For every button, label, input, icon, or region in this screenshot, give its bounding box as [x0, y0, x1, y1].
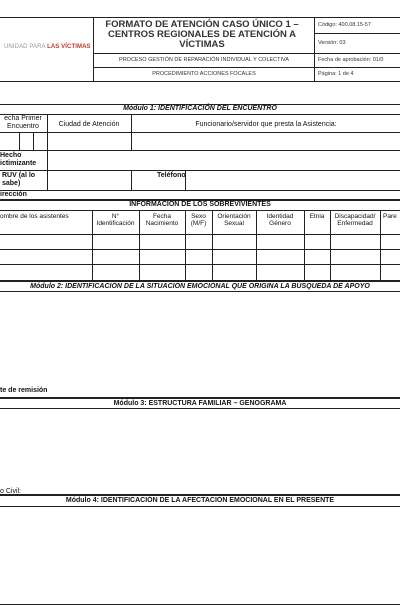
doc-code: Código: 400.08.15-57	[318, 22, 371, 28]
col-identidad: Identidad Género	[266, 213, 294, 227]
col-fecha-nacimiento: Fecha Nacimiento	[145, 213, 179, 227]
col-discapacidad: Discapacidad/ Enfermedad	[334, 213, 376, 227]
funcionario-label: Funcionario/servidor que presta la Asistencia:	[195, 121, 337, 128]
col-orientacion: Orientación Sexual	[217, 213, 251, 227]
col-sexo: Sexo (M/F)	[190, 213, 207, 227]
telefono-label: Teléfono	[157, 172, 186, 179]
doc-version: Versión: 03	[318, 40, 346, 46]
col-nombre: ombre de los asistentes	[0, 213, 69, 220]
direccion-label: irección	[0, 191, 27, 198]
logo-cell	[0, 17, 94, 82]
module4-table	[0, 495, 400, 605]
fecha-primer-label: echa Primer Encuentro	[4, 115, 42, 130]
module3-table	[0, 398, 400, 495]
col-parentesco: Pare	[383, 213, 397, 220]
unidad-victimas-logo: UNIDAD PARA LAS VÍCTIMAS	[4, 44, 91, 50]
ciudad-label: Ciudad de Atención	[58, 121, 120, 128]
module2-table	[0, 281, 400, 398]
remision-label: te de remisión	[0, 387, 48, 394]
estado-civil-label: o Civil:	[0, 488, 22, 495]
module3-title: Módulo 3: ESTRUCTURA FAMILIAR – GENOGRAMA	[113, 400, 287, 407]
procedure-name: PROCEDIMIENTO ACCIONES FOCALES	[152, 71, 256, 77]
document-title: FORMATO DE ATENCIÓN CASO ÚNICO 1 – CENTROS REGIONALES DE ATENCIÓN A VÍCTIMAS	[105, 19, 299, 50]
hecho-label: Hecho ictimizante	[0, 152, 37, 167]
ruv-label: RUV (al lo sabe)	[2, 172, 36, 187]
module2-title: Módulo 2: IDENTIFICACIÓN DE LA SITUACIÓN EMOCIONAL QUE ORIGINA LA BÚSQUEDA DE APOYO	[30, 283, 370, 290]
module4-title: Módulo 4: IDENTIFICACIÓN DE LA AFECTACIÓN EMOCIONAL EN EL PRESENTE	[65, 497, 335, 504]
col-identificacion: N° Identificación	[96, 213, 135, 227]
survivors-title: INFORMACIÓN DE LOS SOBREVIVIENTES	[129, 201, 271, 208]
module1-table	[0, 104, 400, 200]
module1-title: Módulo 1: IDENTIFICACIÓN DEL ENCUENTRO	[123, 105, 277, 112]
process-name: PROCESO GESTIÓN DE REPARACIÓN INDIVIDUAL Y COLECTIVA	[119, 57, 289, 63]
col-etnia: Etnia	[309, 213, 325, 220]
approval-date: Fecha de aprobación: 01/0	[318, 57, 384, 63]
page-number: Página: 1 de 4	[318, 71, 354, 77]
